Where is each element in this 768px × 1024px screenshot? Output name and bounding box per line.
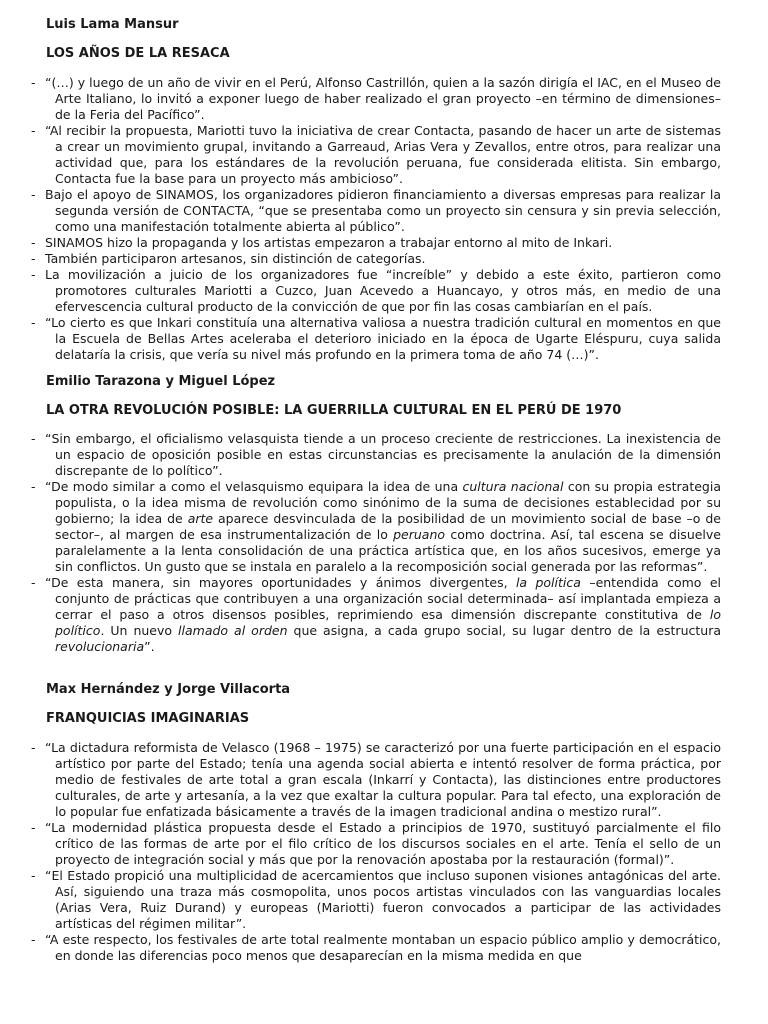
quote-text: “La dictadura reformista de Velasco (1968 – 1975) se caracterizó por una fuerte participación en el espacio artístico por parte del Estado; tenía una agenda social abierta e intentó resolver de forma práctica, por medio de festivales de arte total a gran escala (Inkarrí y Contacta), las distinciones entre productores culturales, de arte y artesanía, a la vez que exaltar la cultura popular. Para tal efecto, una exploración de lo popular fue enfatizada básicamente a través de la imagen tradicional andina o mestizo rural”. — [45, 740, 721, 819]
quote-text: “A este respecto, los festivales de arte total realmente montaban un espacio público amplio y democrático, en donde las diferencias poco menos que desaparecían en la misma medida en que — [45, 932, 721, 963]
quote-text: como doctrina. Así, tal escena se disuelve paralelamente a la lenta consolidación de una práctica artística que, en los años sucesivos, emerge ya sin conflictos. Un gusto que se instala en paralelo a la recomposición social generada por las reformas”. — [55, 527, 721, 574]
quote-text: SINAMOS hizo la propaganda y los artistas empezaron a trabajar entorno al mito de Inkari. — [45, 235, 613, 250]
quote-text: “Al recibir la propuesta, Mariotti tuvo la iniciativa de crear Contacta, pasando de hacer un arte de sistemas a crear un movimiento grupal, invitando a Garreaud, Arias Vera y Zevallos, entre otros, para realizar una actividad que, para los estándares de la revolución peruana, fue considerada elitista. Sin embargo, Contacta fue la base para un proyecto más ambicioso”. — [45, 123, 721, 186]
bullet-dash: - — [31, 740, 36, 755]
bullet-dash: - — [31, 575, 36, 590]
quote-text: Bajo el apoyo de SINAMOS, los organizadores pidieron financiamiento a diversas empresas para realizar la segunda versión de CONTACTA, “que se presentaba como un proyecto sin censura y sin previa selección, como una manifestación totalmente abierta al público”. — [45, 187, 721, 234]
section-title: FRANQUICIAS IMAGINARIAS — [46, 711, 250, 726]
quote-text: ”. — [144, 639, 155, 654]
bullet-dash: - — [31, 235, 36, 250]
quote-item — [0, 315, 768, 363]
quote-text: La movilización a juicio de los organizadores fue “increíble” y debido a este éxito, partieron como promotores culturales Mariotti a Cuzco, Juan Acevedo a Huancayo, y otros más, en medio de una efervescencia cultural producto de la convicción de que por fin las cosas cambiarían en el país. — [45, 267, 721, 314]
quote-text: aparece desvinculada de la posibilidad de un movimiento social de base –o de sector–, al margen de esa instrumentalización de lo — [55, 511, 721, 542]
author-heading: Luis Lama Mansur — [46, 17, 179, 32]
bullet-dash: - — [31, 123, 36, 138]
italic-text: cultura nacional — [462, 479, 564, 494]
quote-text: “Sin embargo, el oficialismo velasquista tiende a un proceso creciente de restricciones. La inexistencia de un espacio de oposición posible en estas circunstancias es precisamente la anulación de la dimensión discrepante de lo político”. — [45, 431, 721, 478]
bullet-dash: - — [31, 251, 36, 266]
bullet-dash: - — [31, 868, 36, 883]
quote-item — [0, 740, 768, 820]
author-heading: Emilio Tarazona y Miguel López — [46, 374, 276, 389]
bullet-dash: - — [31, 75, 36, 90]
quote-text: “El Estado propició una multiplicidad de acercamientos que incluso suponen visiones antagónicas del arte. Así, siguiendo una traza más cosmopolita, unos pocos artistas vinculados con las vanguardias locales (Arias Vera, Ruiz Durand) y europeas (Mariotti) fueron convocados a participar de las actividades artísticas del régimen militar”. — [45, 868, 721, 931]
bullet-dash: - — [31, 187, 36, 202]
italic-text: lo político — [55, 607, 721, 638]
bullet-dash: - — [31, 479, 36, 494]
quote-item — [0, 932, 768, 964]
author-heading: Max Hernández y Jorge Villacorta — [46, 682, 291, 697]
italic-text: peruano — [393, 527, 446, 542]
quote-item — [0, 123, 768, 187]
quote-text: “(…) y luego de un año de vivir en el Perú, Alfonso Castrillón, quien a la sazón dirigía el IAC, en el Museo de Arte Italiano, lo invitó a exponer luego de haber realizado el gran proyecto –en término de dimensiones– de la Feria del Pacífico”. — [45, 75, 721, 122]
quote-text: “La modernidad plástica propuesta desde el Estado a principios de 1970, sustituyó parcialmente el filo crítico de las formas de arte por el filo crítico de los discursos sociales en el arte. Tenía el sello de un proyecto de integración social y más que por la renovación apostaba por la restauración (formal)”. — [45, 820, 721, 867]
bullet-dash: - — [31, 820, 36, 835]
quote-item — [0, 75, 768, 123]
quote-item — [0, 187, 768, 235]
bullet-dash: - — [31, 431, 36, 446]
bullet-dash: - — [31, 932, 36, 947]
quote-item — [0, 235, 768, 251]
quote-text: –entendida como el conjunto de prácticas que contribuyen a una organización social determinada– así implantada empieza a cerrar el paso a otros disensos posibles, reprimiendo esa dimensión discrepante constitutiva de — [55, 575, 721, 622]
section-title: LOS AÑOS DE LA RESACA — [46, 46, 230, 61]
italic-text: llamado al orden — [178, 623, 288, 638]
quote-text: “Lo cierto es que Inkari constituía una alternativa valiosa a nuestra tradición cultural en momentos en que la Escuela de Bellas Artes aceleraba el deterioro iniciado en la época de Ugarte Eléspuru, cuya salida delataría la crisis, que vería su nivel más profundo en la primera toma de año 74 (…)”. — [45, 315, 721, 362]
quote-text: También participaron artesanos, sin distinción de categorías. — [45, 251, 426, 266]
quote-text: “De esta manera, sin mayores oportunidades y ánimos divergentes, — [45, 575, 516, 590]
quote-text: que asigna, a cada grupo social, su lugar dentro de la estructura — [287, 623, 721, 638]
quote-list — [0, 75, 768, 363]
quote-item — [0, 267, 768, 315]
quote-item — [0, 479, 768, 575]
bullet-dash: - — [31, 267, 36, 282]
bullet-dash: - — [31, 315, 36, 330]
quote-item — [0, 820, 768, 868]
quote-list — [0, 431, 768, 655]
quote-item — [0, 868, 768, 932]
quote-list — [0, 740, 768, 964]
italic-text: arte — [187, 511, 214, 526]
italic-text: la política — [515, 575, 581, 590]
section-title: LA OTRA REVOLUCIÓN POSIBLE: LA GUERRILLA CULTURAL EN EL PERÚ DE 1970 — [46, 403, 622, 418]
quote-text: “De modo similar a como el velasquismo equipara la idea de una — [45, 479, 463, 494]
quote-item — [0, 431, 768, 479]
italic-text: revolucionaria — [55, 639, 145, 654]
quote-item — [0, 251, 768, 267]
quote-item — [0, 575, 768, 655]
quote-text: . Un nuevo — [100, 623, 179, 638]
quote-text: con su propia estrategia populista, o la idea misma de revolución como sinónimo de la suma de decisiones establecidad por su gobierno; la idea de — [55, 479, 721, 526]
